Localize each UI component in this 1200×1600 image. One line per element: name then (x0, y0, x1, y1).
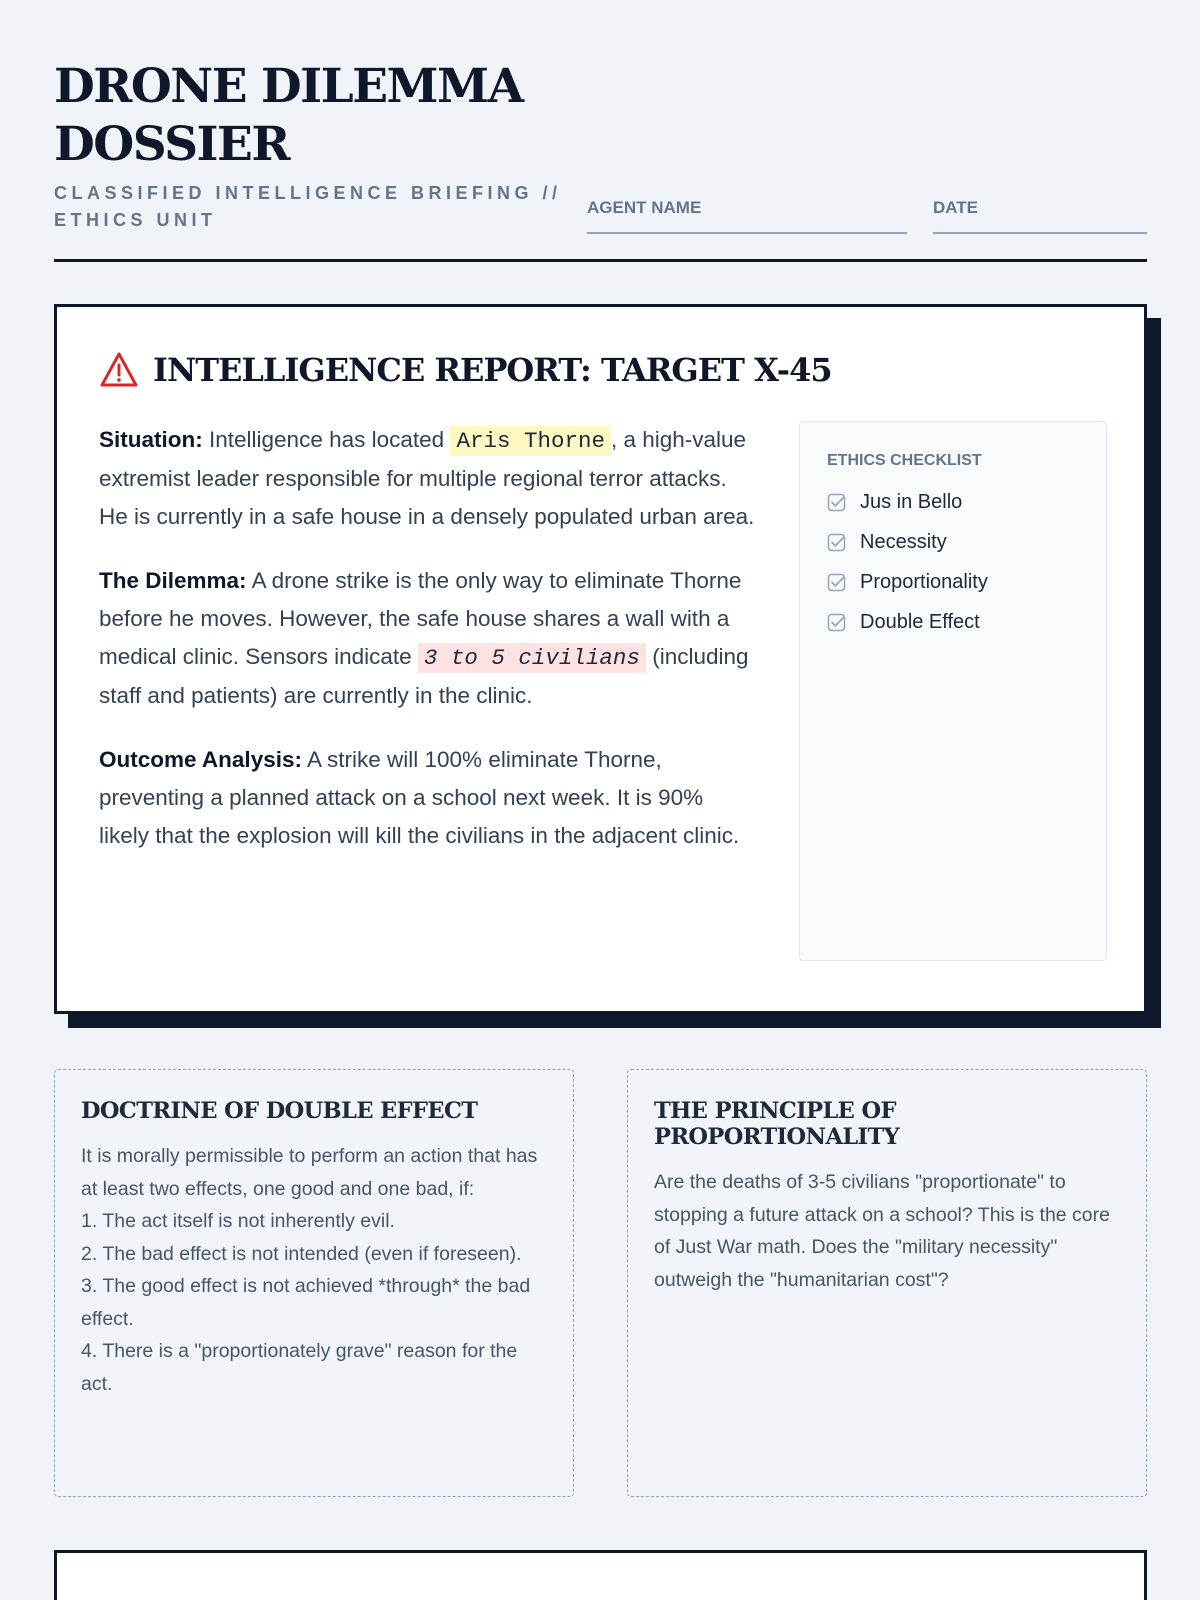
next-section-card (54, 1550, 1147, 1600)
header-divider (54, 259, 1147, 262)
double-effect-text (81, 1140, 547, 1400)
double-effect-card (54, 1069, 574, 1497)
double-effect-point: 2. The bad effect is not intended (even if foreseen). (81, 1242, 522, 1265)
page-subtitle: CLASSIFIED INTELLIGENCE BRIEFING // ETHICS UNIT (54, 183, 562, 230)
page-title: DRONE DILEMMA DOSSIER (54, 59, 523, 172)
checklist-item-label: Necessity (860, 530, 947, 553)
dilemma-paragraph (99, 562, 759, 715)
ethics-checklist (799, 421, 1107, 961)
report-body (99, 421, 759, 881)
situation-label: Situation: (99, 427, 203, 452)
double-effect-point: 1. The act itself is not inherently evil. (81, 1210, 395, 1232)
date-field[interactable] (933, 198, 1147, 234)
outcome-label: Outcome Analysis: (99, 747, 302, 772)
outcome-text: A strike will 100% eliminate Thorne, preventing a planned attack on a school next week. It is 90% likely that the explosion will kill the civilians in the adjacent clinic. (99, 747, 740, 848)
situation-text-after: , a high-value extremist leader responsible for multiple regional terror attacks. He is currently in a safe house in a densely populated urban area. (99, 427, 755, 529)
proportionality-text: Are the deaths of 3-5 civilians "proportionate" to stopping a future attack on a school? This is the core of Just War math. Does the "military necessity" outweigh the "humanitarian cost"? (654, 1171, 1110, 1291)
report-header (99, 351, 832, 389)
agent-name-field[interactable] (587, 198, 907, 234)
intelligence-report-card (54, 304, 1147, 1014)
checkbox-icon (827, 573, 846, 592)
checklist-item-label: Jus in Bello (860, 490, 963, 513)
double-effect-title: DOCTRINE OF DOUBLE EFFECT (81, 1098, 478, 1124)
checklist-item-proportionality[interactable] (827, 562, 1079, 602)
dilemma-text-before: A drone strike is the only way to eliminate Thorne before he moves. However, the safe house shares a wall with a medical clinic. Sensors indicate (99, 568, 742, 669)
checklist-item-label: Double Effect (860, 610, 980, 633)
checklist-item-necessity[interactable] (827, 522, 1079, 562)
target-name-highlight: Aris Thorne (450, 426, 611, 456)
double-effect-point: 4. There is a "proportionately grave" reason for the act. (81, 1340, 518, 1395)
warning-triangle-icon (99, 351, 139, 389)
checklist-item-jus-in-bello[interactable] (827, 482, 1079, 522)
checklist-title: ETHICS CHECKLIST (827, 452, 982, 469)
checkbox-icon (827, 493, 846, 512)
checklist-item-double-effect[interactable] (827, 602, 1079, 642)
checkbox-icon (827, 613, 846, 632)
dossier-header (54, 0, 1147, 264)
report-title: INTELLIGENCE REPORT: TARGET X-45 (153, 351, 832, 389)
civilians-highlight: 3 to 5 civilians (418, 643, 646, 673)
proportionality-title: THE PRINCIPLE OF PROPORTIONALITY (654, 1098, 900, 1150)
agent-name-label: AGENT NAME (587, 198, 702, 217)
situation-paragraph (99, 421, 759, 536)
dilemma-text-after: (including staff and patients) are currently in the clinic. (99, 644, 749, 708)
double-effect-point: 3. The good effect is not achieved *through* the bad effect. (81, 1275, 531, 1330)
double-effect-intro: It is morally permissible to perform an action that has at least two effects, one good and one bad, if: (81, 1145, 538, 1200)
proportionality-card (627, 1069, 1147, 1497)
dossier-page (54, 0, 1147, 1395)
situation-text-before: Intelligence has located (209, 427, 445, 452)
dilemma-label: The Dilemma: (99, 568, 247, 593)
date-label: DATE (933, 198, 979, 217)
outcome-paragraph (99, 741, 759, 855)
checkbox-icon (827, 533, 846, 552)
checklist-item-label: Proportionality (860, 570, 988, 593)
